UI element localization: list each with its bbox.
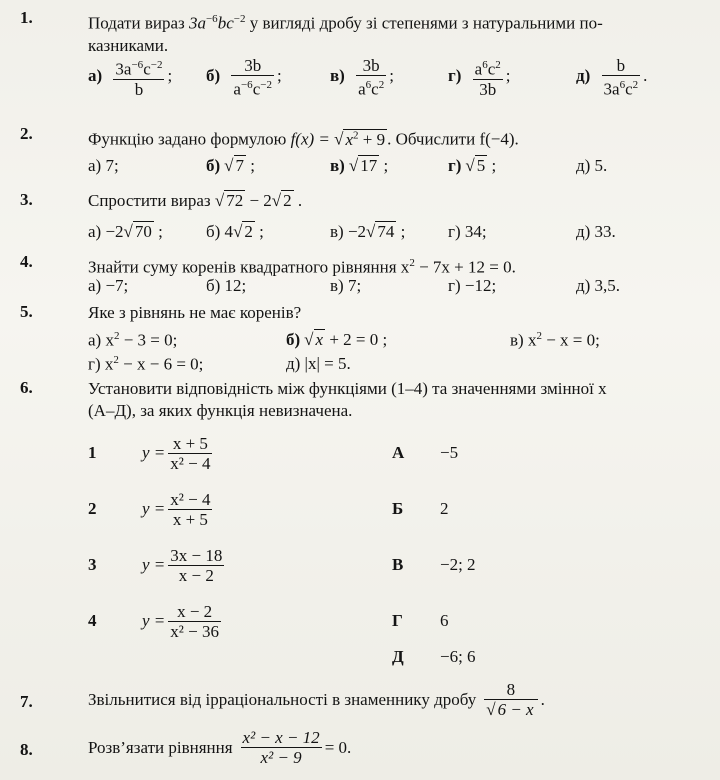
answer-d: д) 5. (576, 156, 608, 175)
answer-d: д) |x| = 5. (286, 354, 351, 373)
answer-g: г) $\frac{a^6c^2}{3b}$ ; (448, 59, 511, 99)
answer-a: а) −7; (88, 276, 129, 295)
problem-7 (20, 680, 706, 719)
problem-number: 1. (20, 8, 33, 27)
problem-number: 3. (20, 190, 33, 209)
problem-5 (20, 302, 706, 374)
match-row: 4 y = $\frac{x - 2}{\text{x² − 36}}$ Г 6 (88, 601, 449, 641)
answer-a: а) 7; (88, 156, 119, 175)
problem-2-stem: Функцію задано формулою f(x) = √ $x^2 + 9$ . Обчислити f(−4). (88, 129, 519, 149)
answer-g: г) −12; (448, 276, 497, 295)
problem-number: 8. (20, 740, 33, 759)
problem-4 (20, 252, 706, 295)
problem-1-stem: Подати вираз $3a^{-6}bc^{-2}$ у вигляді дробу зі степенями з натуральними по- казниками. (88, 13, 603, 55)
answer-d: д) 3,5. (576, 276, 621, 295)
problem-6-stem: Установити відповідність між функціями (1–4) та значеннями змінної x (А–Д), за яких функція невизначена. (88, 379, 607, 420)
problem-6 (20, 378, 706, 422)
problem-3-stem: Спростити вираз √ 72 − 2√ 2 . (88, 191, 303, 210)
answer-g: г) $x^2 - x - 6 = 0$; (88, 354, 204, 374)
answer-b: б) √ 7 ; (206, 156, 255, 175)
answer-a: а) $\frac{3a^{-6}c^{-2}}{b}$ ; (88, 59, 173, 99)
answer-v: в) $\frac{3b}{a^6c^2}$ ; (330, 56, 394, 99)
answer-b: б) 4√ 2 ; (206, 222, 264, 241)
problem-number: 4. (20, 252, 33, 271)
answer-d: д) $\frac{b}{3a^6c^2}$ . (576, 56, 648, 99)
answer-v: в) √ 17 ; (330, 156, 389, 175)
problem-number: 2. (20, 124, 33, 143)
answer-b: б) 12; (206, 276, 247, 295)
match-row: Д −6; 6 (392, 647, 476, 666)
answer-g: г) 34; (448, 222, 487, 241)
matching-table (20, 428, 706, 688)
answer-b: б) $\frac{3b}{a^{-6}c^{-2}}$ ; (206, 56, 282, 99)
answer-d: д) 33. (576, 222, 616, 241)
problem-4-stem: Знайти суму коренів квадратного рівняння $x^2 - 7x + 12 = 0$. (88, 257, 516, 277)
answer-a: а) −2√ 70 ; (88, 222, 163, 241)
answer-v: в) $x^2 - x = 0$; (510, 330, 600, 350)
problem-5-stem: Яке з рівнянь не має коренів? (88, 303, 302, 322)
problem-2 (20, 124, 706, 175)
problem-7-stem: Звільнитися від ірраціональності в знаменнику дробу $\frac{8}{√ 6 - x}$ . (88, 680, 545, 719)
answer-g: г) √ 5 ; (448, 156, 497, 175)
answer-a: а) $x^2 - 3 = 0$; (88, 330, 178, 350)
answer-v: в) −2√ 74 ; (330, 222, 406, 241)
problem-number: 6. (20, 378, 33, 397)
match-row: 3 y = $\frac{3x - 18}{x - 2}$ В −2; 2 (88, 545, 476, 585)
problem-3 (20, 190, 706, 241)
match-row: 1 y = $\frac{x + 5}{\text{x² − 4}}$ А −5 (88, 433, 459, 473)
problem-number: 5. (20, 302, 33, 321)
problem-8-stem: Розв’язати рівняння $\frac{\text{x² − x − 12}}{\text{x² − 9}}$ = 0. (88, 728, 352, 767)
problem-number: 7. (20, 692, 33, 711)
answer-v: в) 7; (330, 276, 362, 295)
answer-b: б) √ x + 2 = 0 ; (286, 330, 388, 349)
problem-8 (20, 728, 706, 767)
problem-1 (20, 8, 706, 99)
match-row: 2 y = $\frac{\text{x² − 4}}{x + 5}$ Б 2 (88, 489, 449, 529)
